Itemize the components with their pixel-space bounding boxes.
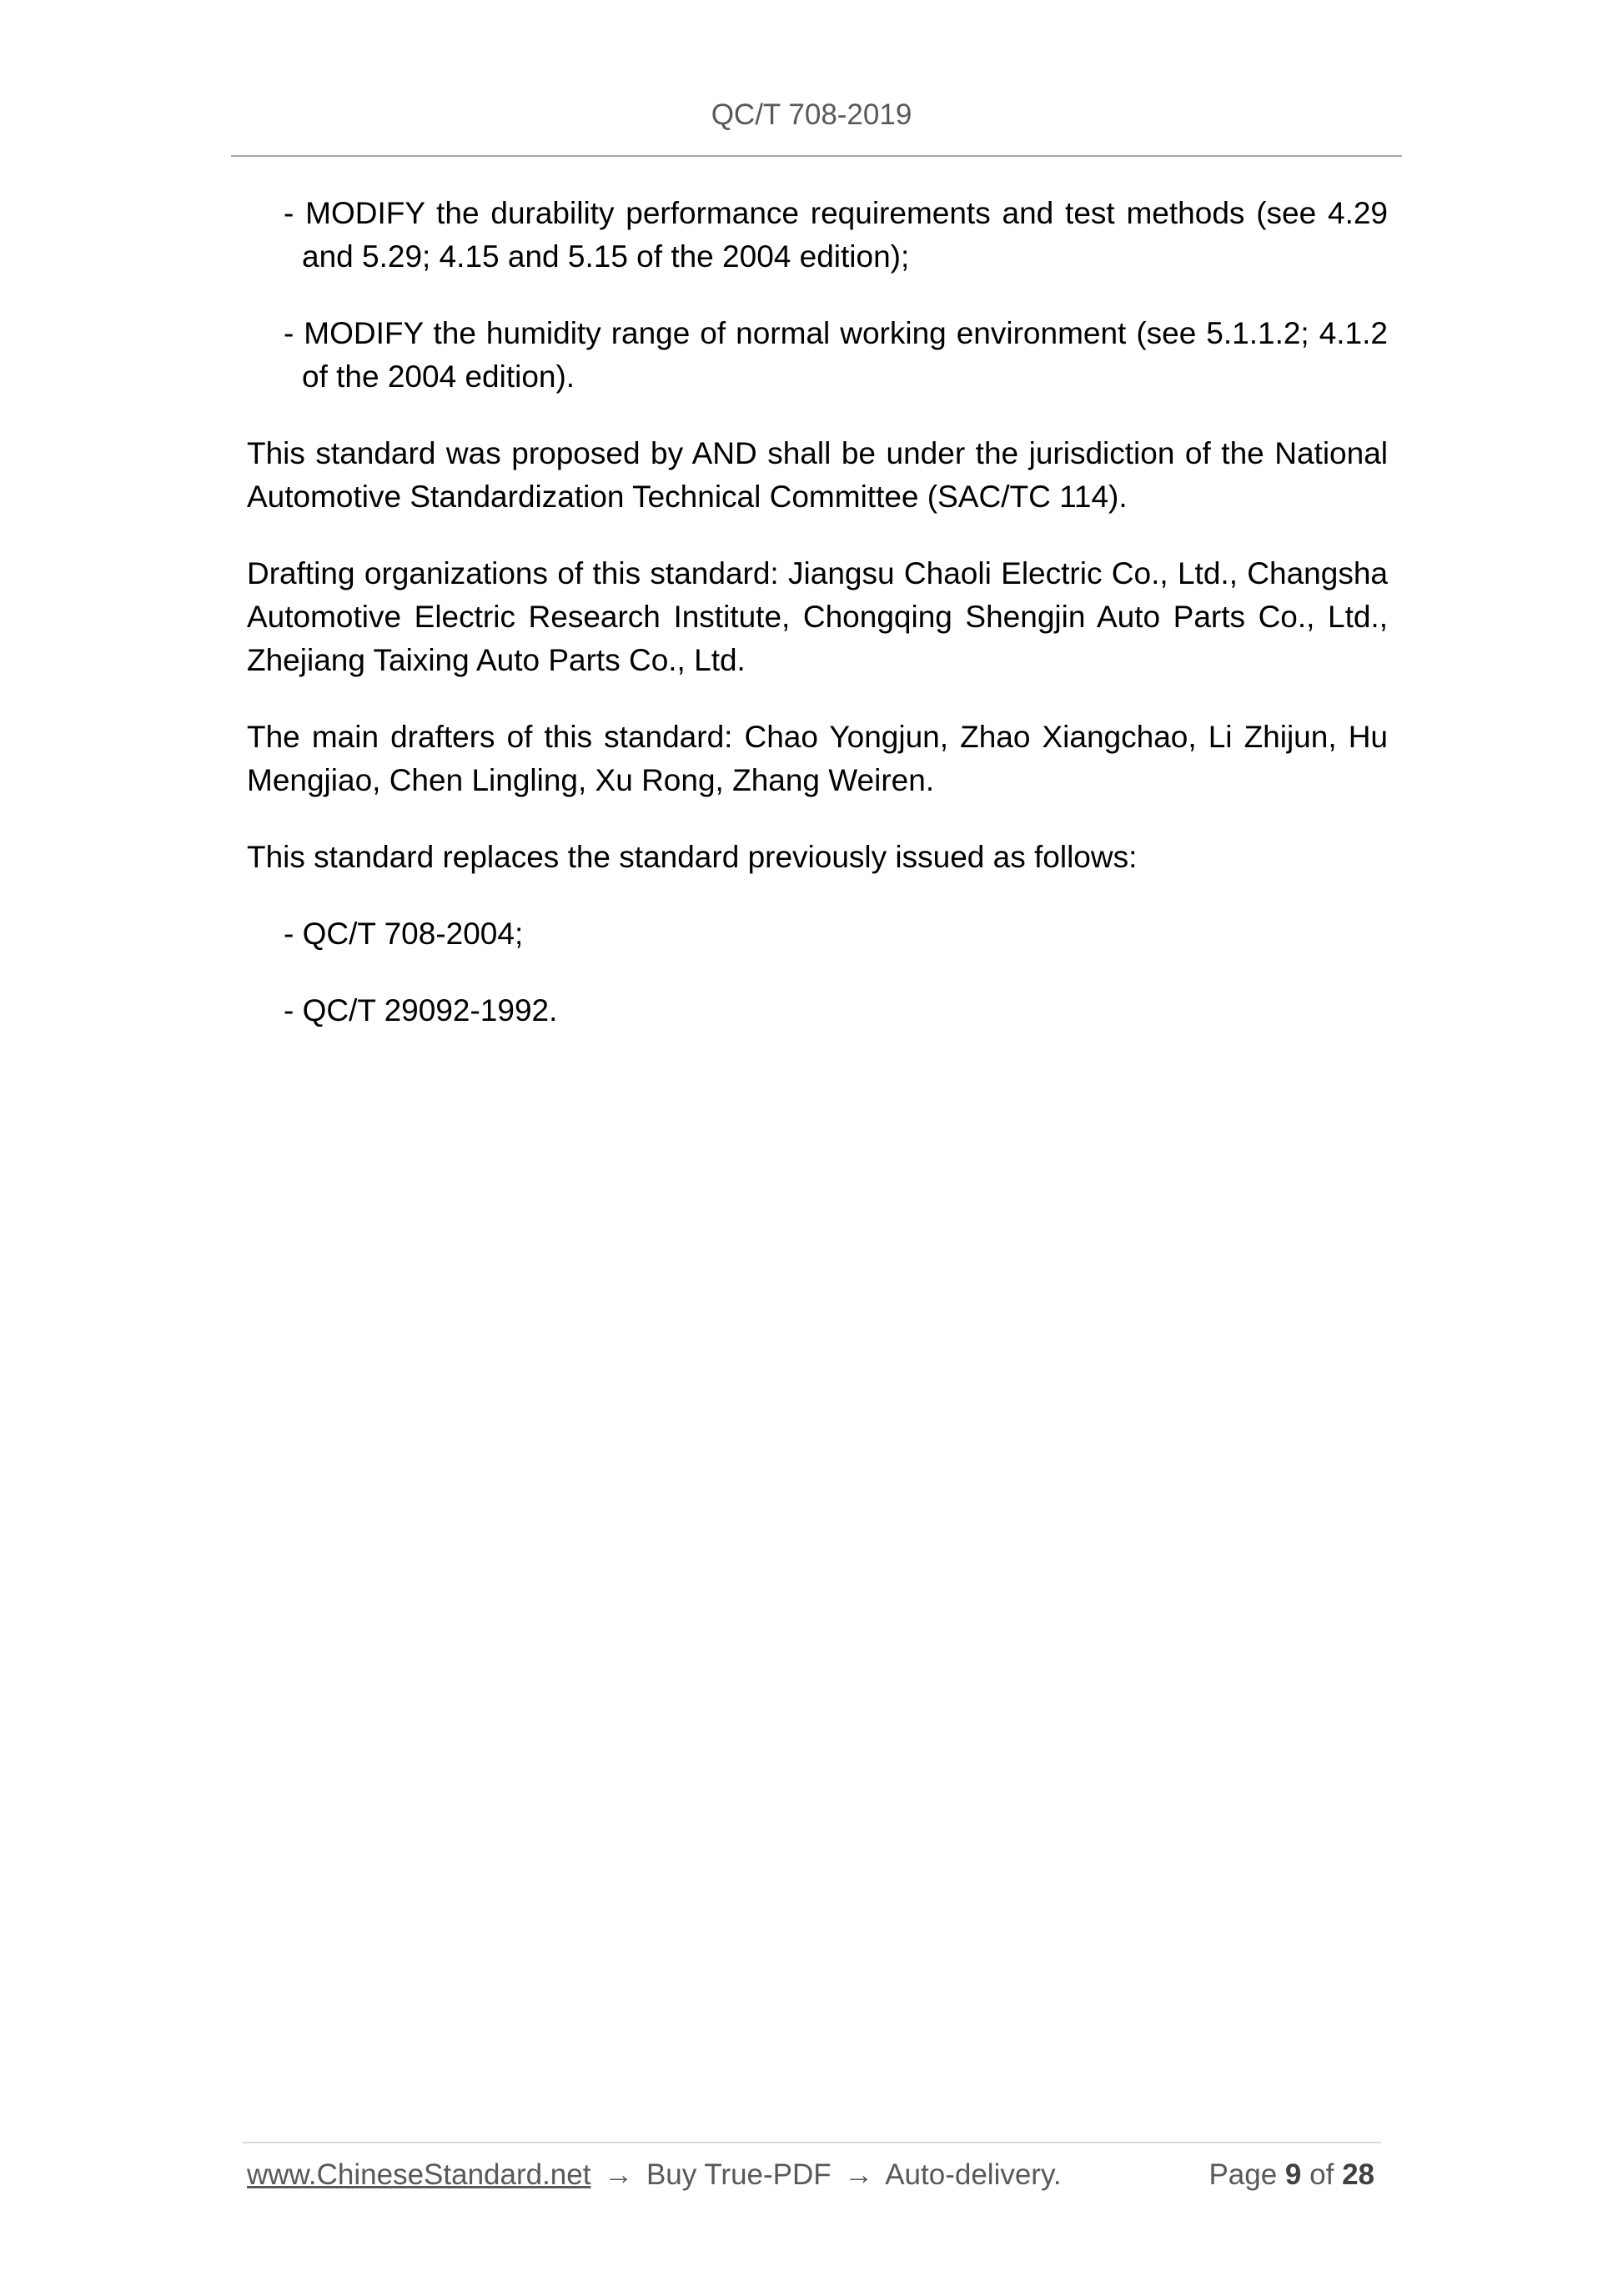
drafters-paragraph: The main drafters of this standard: Chao Yongjun, Zhao Xiangchao, Li Zhijun, Hu Mengjiao, Chen Lingling, Xu Rong, Zhang Weiren. xyxy=(247,720,1388,797)
page-number: 9 xyxy=(1284,2158,1302,2191)
document-body xyxy=(247,192,1388,1066)
header-divider xyxy=(231,155,1402,157)
right-arrow-icon: → xyxy=(604,2158,634,2191)
page-footer xyxy=(247,2158,1374,2200)
page-label: Page xyxy=(1208,2158,1278,2191)
modification-list-item: - MODIFY the durability performance requirements and test methods (see 4.29 and 5.29; 4.15 and 5.15 of the 2004 edition); xyxy=(284,196,1388,274)
auto-delivery-text: Auto-delivery. xyxy=(885,2158,1062,2191)
site-link[interactable]: www.ChineseStandard.net xyxy=(247,2158,591,2191)
proposal-paragraph: This standard was proposed by AND shall be under the jurisdiction of the National Automotive Standardization Technical Committee (SAC/TC 114). xyxy=(247,436,1388,514)
right-arrow-icon: → xyxy=(844,2158,874,2191)
footer-divider xyxy=(242,2142,1381,2143)
page-total: 28 xyxy=(1342,2158,1374,2191)
replaced-standard-item: - QC/T 29092-1992. xyxy=(284,993,558,1027)
buy-true-pdf-text: Buy True-PDF xyxy=(646,2158,832,2191)
page-counter xyxy=(1208,2158,1374,2192)
page-header-doc-code: QC/T 708-2019 xyxy=(711,98,912,131)
footer-promo xyxy=(247,2158,1062,2192)
replaced-standard-item: - QC/T 708-2004; xyxy=(284,917,524,951)
of-label: of xyxy=(1309,2158,1334,2191)
drafting-organizations-paragraph: Drafting organizations of this standard: Jiangsu Chaoli Electric Co., Ltd., Changsha Automotive Electric Research Institute, Chongqing Shengjin Auto Parts Co., Ltd., Zhejiang Taixing Auto Parts Co., Ltd. xyxy=(247,556,1388,677)
replaces-paragraph: This standard replaces the standard previously issued as follows: xyxy=(247,840,1138,874)
modification-list-item: - MODIFY the humidity range of normal working environment (see 5.1.1.2; 4.1.2 of the 2004 edition). xyxy=(284,316,1388,394)
